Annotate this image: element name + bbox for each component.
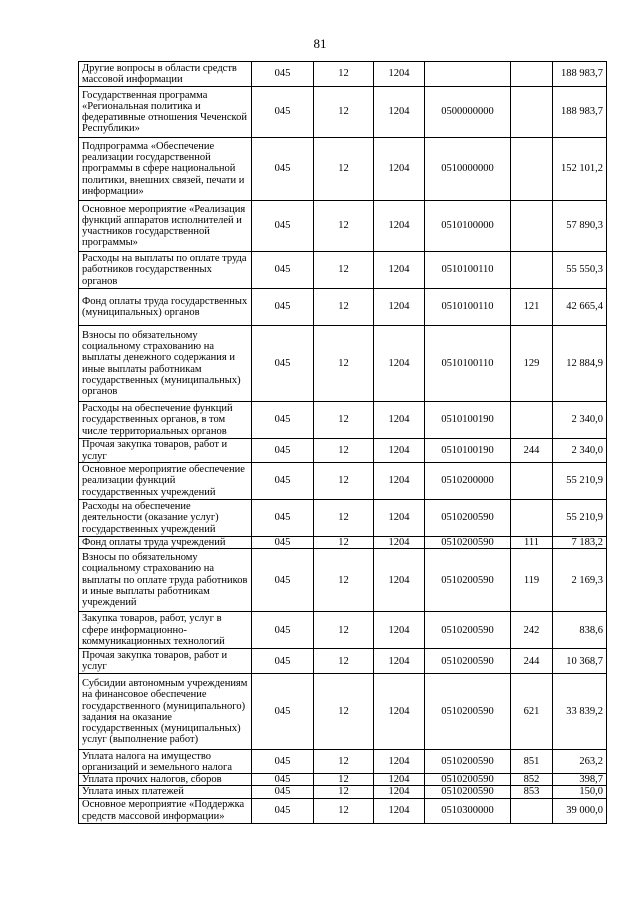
row-section-cell: 12 — [314, 87, 374, 138]
row-expense-type-cell — [511, 798, 553, 823]
row-amount-cell: 188 983,7 — [553, 62, 607, 87]
row-expense-type-cell: 129 — [511, 326, 553, 402]
row-grbs-cell: 045 — [252, 774, 314, 786]
row-expense-type-cell: 621 — [511, 674, 553, 750]
row-section-cell: 12 — [314, 62, 374, 87]
row-subsection-cell: 1204 — [374, 750, 425, 774]
row-subsection-cell: 1204 — [374, 87, 425, 138]
row-target-article-cell: 0510200590 — [425, 500, 511, 537]
row-amount-cell: 57 890,3 — [553, 201, 607, 252]
row-name-cell: Уплата иных платежей — [79, 786, 252, 798]
row-amount-cell: 55 210,9 — [553, 463, 607, 500]
table-row — [79, 252, 607, 289]
row-target-article-cell: 0510100110 — [425, 326, 511, 402]
row-subsection-cell: 1204 — [374, 252, 425, 289]
table-row — [79, 326, 607, 402]
row-expense-type-cell — [511, 500, 553, 537]
row-grbs-cell: 045 — [252, 750, 314, 774]
table-row — [79, 786, 607, 798]
row-expense-type-cell — [511, 62, 553, 87]
row-target-article-cell: 0510200590 — [425, 537, 511, 549]
row-subsection-cell: 1204 — [374, 786, 425, 798]
row-section-cell: 12 — [314, 774, 374, 786]
row-subsection-cell: 1204 — [374, 62, 425, 87]
row-name-cell: Расходы на обеспечение деятельности (оказание услуг) государственных учреждений — [79, 500, 252, 537]
row-subsection-cell: 1204 — [374, 326, 425, 402]
table-row — [79, 612, 607, 649]
row-grbs-cell: 045 — [252, 402, 314, 439]
row-name-cell: Основное мероприятие «Реализация функций аппаратов исполнителей и участников государственной программы» — [79, 201, 252, 252]
row-amount-cell: 10 368,7 — [553, 649, 607, 674]
row-subsection-cell: 1204 — [374, 774, 425, 786]
row-subsection-cell: 1204 — [374, 500, 425, 537]
row-amount-cell: 2 340,0 — [553, 402, 607, 439]
row-target-article-cell: 0510200590 — [425, 649, 511, 674]
row-subsection-cell: 1204 — [374, 402, 425, 439]
row-grbs-cell: 045 — [252, 612, 314, 649]
row-amount-cell: 33 839,2 — [553, 674, 607, 750]
row-name-cell: Расходы на обеспечение функций государственных органов, в том числе территориальных органов — [79, 402, 252, 439]
row-name-cell: Субсидии автономным учреждениям на финансовое обеспечение государственного (муниципального) задания на оказание государственных (муниципальных) услуг (выполнение работ) — [79, 674, 252, 750]
row-grbs-cell: 045 — [252, 138, 314, 201]
table-row — [79, 774, 607, 786]
table-row — [79, 138, 607, 201]
row-expense-type-cell: 111 — [511, 537, 553, 549]
row-subsection-cell: 1204 — [374, 138, 425, 201]
row-section-cell: 12 — [314, 402, 374, 439]
row-amount-cell: 398,7 — [553, 774, 607, 786]
table-row — [79, 674, 607, 750]
row-amount-cell: 263,2 — [553, 750, 607, 774]
row-grbs-cell: 045 — [252, 649, 314, 674]
row-section-cell: 12 — [314, 289, 374, 326]
row-name-cell: Основное мероприятие обеспечение реализации функций государственных учреждений — [79, 463, 252, 500]
row-grbs-cell: 045 — [252, 463, 314, 500]
row-target-article-cell: 0510200590 — [425, 674, 511, 750]
row-subsection-cell: 1204 — [374, 537, 425, 549]
row-subsection-cell: 1204 — [374, 674, 425, 750]
row-amount-cell: 12 884,9 — [553, 326, 607, 402]
row-amount-cell: 42 665,4 — [553, 289, 607, 326]
row-section-cell: 12 — [314, 252, 374, 289]
row-amount-cell: 2 169,3 — [553, 549, 607, 612]
row-section-cell: 12 — [314, 798, 374, 823]
row-amount-cell: 2 340,0 — [553, 439, 607, 463]
row-expense-type-cell — [511, 463, 553, 500]
row-subsection-cell: 1204 — [374, 612, 425, 649]
page-number: 81 — [313, 36, 327, 51]
row-expense-type-cell: 121 — [511, 289, 553, 326]
row-target-article-cell: 0510000000 — [425, 138, 511, 201]
row-section-cell: 12 — [314, 750, 374, 774]
row-amount-cell: 838,6 — [553, 612, 607, 649]
row-section-cell: 12 — [314, 201, 374, 252]
row-grbs-cell: 045 — [252, 786, 314, 798]
row-name-cell: Фонд оплаты труда учреждений — [79, 537, 252, 549]
row-name-cell: Уплата налога на имущество организаций и земельного налога — [79, 750, 252, 774]
row-target-article-cell: 0510200590 — [425, 612, 511, 649]
row-grbs-cell: 045 — [252, 549, 314, 612]
row-amount-cell: 55 550,3 — [553, 252, 607, 289]
row-expense-type-cell — [511, 201, 553, 252]
row-section-cell: 12 — [314, 674, 374, 750]
row-section-cell: 12 — [314, 500, 374, 537]
row-name-cell: Уплата прочих налогов, сборов — [79, 774, 252, 786]
row-amount-cell: 7 183,2 — [553, 537, 607, 549]
row-subsection-cell: 1204 — [374, 439, 425, 463]
row-section-cell: 12 — [314, 549, 374, 612]
row-target-article-cell: 0510100190 — [425, 402, 511, 439]
row-section-cell: 12 — [314, 138, 374, 201]
row-target-article-cell — [425, 62, 511, 87]
row-expense-type-cell: 244 — [511, 439, 553, 463]
row-expense-type-cell: 244 — [511, 649, 553, 674]
table-row — [79, 87, 607, 138]
table-row — [79, 62, 607, 87]
row-target-article-cell: 0510100110 — [425, 289, 511, 326]
row-expense-type-cell: 851 — [511, 750, 553, 774]
row-subsection-cell: 1204 — [374, 463, 425, 500]
row-grbs-cell: 045 — [252, 62, 314, 87]
row-section-cell: 12 — [314, 463, 374, 500]
budget-table — [78, 61, 607, 824]
row-target-article-cell: 0510200000 — [425, 463, 511, 500]
table-row — [79, 549, 607, 612]
row-target-article-cell: 0510200590 — [425, 750, 511, 774]
row-grbs-cell: 045 — [252, 537, 314, 549]
table-row — [79, 649, 607, 674]
row-grbs-cell: 045 — [252, 439, 314, 463]
row-target-article-cell: 0510200590 — [425, 549, 511, 612]
row-subsection-cell: 1204 — [374, 549, 425, 612]
row-grbs-cell: 045 — [252, 252, 314, 289]
table-row — [79, 201, 607, 252]
row-grbs-cell: 045 — [252, 798, 314, 823]
row-amount-cell: 55 210,9 — [553, 500, 607, 537]
row-subsection-cell: 1204 — [374, 289, 425, 326]
row-name-cell: Взносы по обязательному социальному страхованию на выплаты по оплате труда работников и иные выплаты работникам учреждений — [79, 549, 252, 612]
row-name-cell: Прочая закупка товаров, работ и услуг — [79, 439, 252, 463]
row-name-cell: Прочая закупка товаров, работ и услуг — [79, 649, 252, 674]
row-subsection-cell: 1204 — [374, 798, 425, 823]
table-row — [79, 439, 607, 463]
budget-table-body — [79, 62, 607, 824]
row-expense-type-cell — [511, 87, 553, 138]
row-target-article-cell: 0510200590 — [425, 774, 511, 786]
row-section-cell: 12 — [314, 537, 374, 549]
row-amount-cell: 152 101,2 — [553, 138, 607, 201]
row-expense-type-cell: 242 — [511, 612, 553, 649]
row-section-cell: 12 — [314, 439, 374, 463]
row-expense-type-cell: 119 — [511, 549, 553, 612]
table-row — [79, 798, 607, 823]
row-name-cell: Другие вопросы в области средств массовой информации — [79, 62, 252, 87]
row-grbs-cell: 045 — [252, 201, 314, 252]
row-grbs-cell: 045 — [252, 326, 314, 402]
table-row — [79, 537, 607, 549]
row-section-cell: 12 — [314, 612, 374, 649]
row-name-cell: Основное мероприятие «Поддержка средств массовой информации» — [79, 798, 252, 823]
row-subsection-cell: 1204 — [374, 649, 425, 674]
row-grbs-cell: 045 — [252, 674, 314, 750]
row-name-cell: Расходы на выплаты по оплате труда работников государственных органов — [79, 252, 252, 289]
row-name-cell: Закупка товаров, работ, услуг в сфере информационно-коммуникационных технологий — [79, 612, 252, 649]
table-row — [79, 750, 607, 774]
row-target-article-cell: 0500000000 — [425, 87, 511, 138]
row-section-cell: 12 — [314, 786, 374, 798]
table-row — [79, 463, 607, 500]
table-row — [79, 500, 607, 537]
row-grbs-cell: 045 — [252, 289, 314, 326]
row-name-cell: Подпрограмма «Обеспечение реализации государственной программы в сфере национальной политики, внешних связей, печати и информации» — [79, 138, 252, 201]
row-expense-type-cell: 853 — [511, 786, 553, 798]
row-expense-type-cell — [511, 138, 553, 201]
row-amount-cell: 39 000,0 — [553, 798, 607, 823]
row-amount-cell: 188 983,7 — [553, 87, 607, 138]
row-subsection-cell: 1204 — [374, 201, 425, 252]
row-expense-type-cell: 852 — [511, 774, 553, 786]
row-section-cell: 12 — [314, 649, 374, 674]
row-expense-type-cell — [511, 252, 553, 289]
row-target-article-cell: 0510100000 — [425, 201, 511, 252]
row-grbs-cell: 045 — [252, 87, 314, 138]
row-target-article-cell: 0510100190 — [425, 439, 511, 463]
row-amount-cell: 150,0 — [553, 786, 607, 798]
table-row — [79, 402, 607, 439]
row-target-article-cell: 0510200590 — [425, 786, 511, 798]
row-name-cell: Фонд оплаты труда государственных (муниципальных) органов — [79, 289, 252, 326]
row-target-article-cell: 0510100110 — [425, 252, 511, 289]
row-expense-type-cell — [511, 402, 553, 439]
row-target-article-cell: 0510300000 — [425, 798, 511, 823]
row-name-cell: Взносы по обязательному социальному страхованию на выплаты денежного содержания и иные выплаты работникам государственных (муниципальных) органов — [79, 326, 252, 402]
row-grbs-cell: 045 — [252, 500, 314, 537]
row-section-cell: 12 — [314, 326, 374, 402]
table-row — [79, 289, 607, 326]
row-name-cell: Государственная программа «Региональная политика и федеративные отношения Чеченской Республики» — [79, 87, 252, 138]
